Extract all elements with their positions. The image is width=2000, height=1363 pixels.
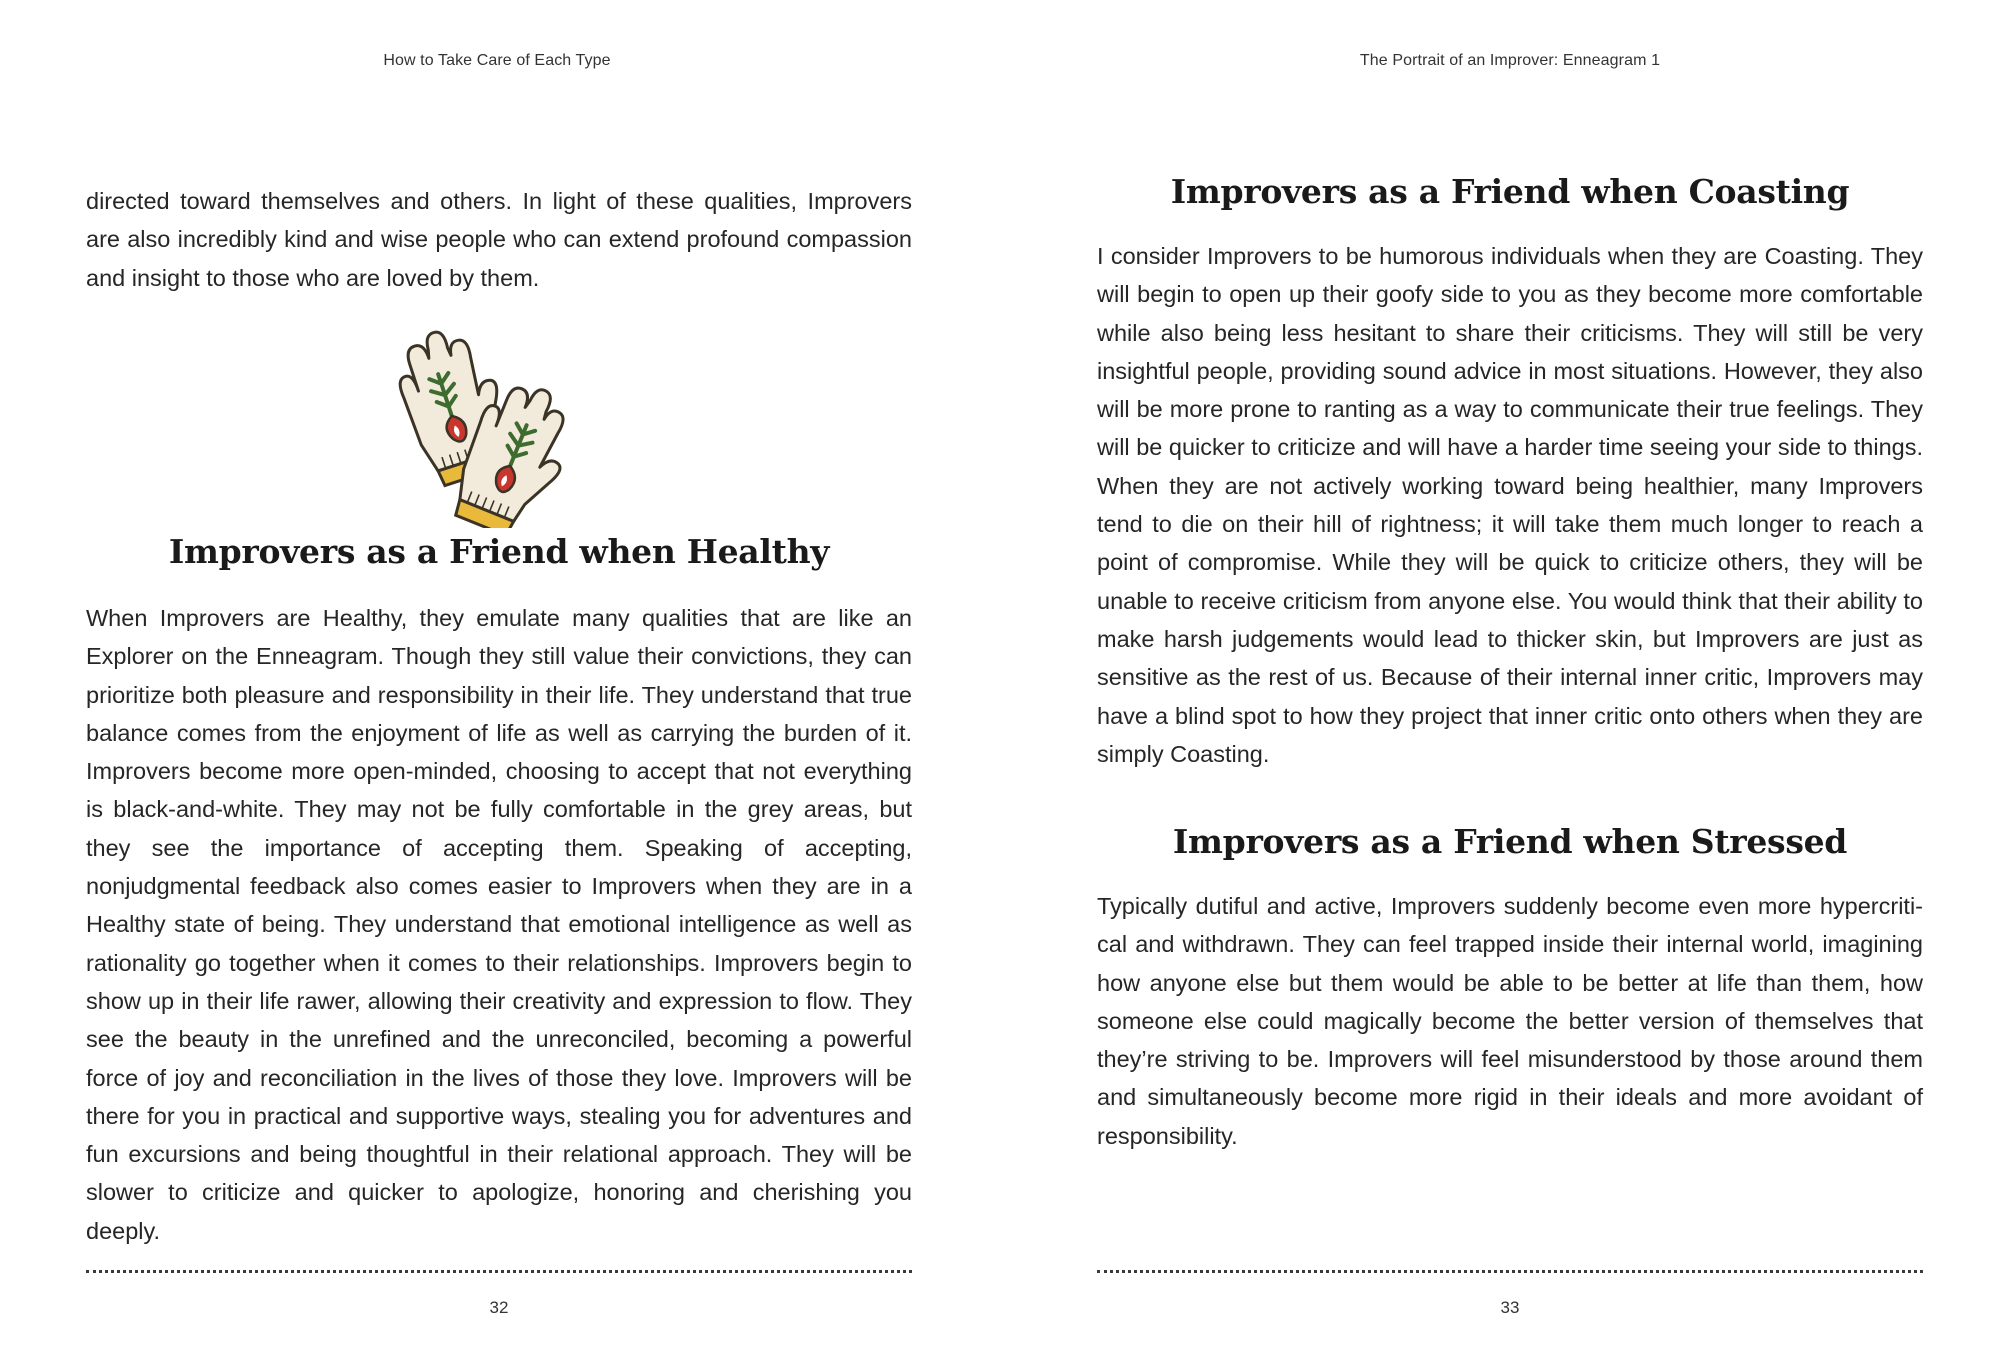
section-body-healthy: When Improvers are Healthy, they emulate many qualities that are like an Explorer on the Enneagram. Though they still value their convictions, they can prioritize both pleasure and responsibility in their life. They understand that true balance comes from the enjoyment of life as well as carrying the burden of it. Improvers become more open-minded, choosing to accept that not everything is black-and-white. They may not be fully comfortable in the grey areas, but they see the importance of accepting them. Speaking of accepting, nonjudgmental feedback also comes easier to Improvers when they are in a Healthy state of being. They understand that emotional intelligence as well as rationality go together when it comes to their relationships. Improvers begin to show up in their life rawer, allowing their creativity and expression to flow. They see the beauty in the unrefined and the unreconciled, becoming a powerful force of joy and reconciliation in the lives of those they love. Improvers will be there for you in practical and supportive ways, stealing you for adventures and fun excursions and being thoughtful in their relational approach. They will be slower to criticize and quicker to apologize, honoring and cherishing you deeply. xyxy=(86,605,912,1244)
footer-divider-left xyxy=(86,1270,912,1273)
section-body-stressed: Typically dutiful and active, Improvers suddenly become even more hypercritical and withdrawn. They can feel trapped inside their internal world, imagining how anyone else but them would be able to be better at life than them, how someone else could magically become the better version of themselves that they’re striving to be. Improvers will feel misunderstood by those around them and simultaneously become more rigid in their ideals and more avoidant of responsibility. xyxy=(1097,893,1923,1149)
gardening-gloves-icon xyxy=(382,318,592,528)
running-head-right: The Portrait of an Improver: Enneagram 1 xyxy=(1359,52,1661,69)
intro-paragraph: directed toward themselves and others. In light of these qualities, Improvers are also incredibly kind and wise people who can extend profound compassion and insight to those who are loved by them. xyxy=(86,188,912,291)
section-heading-healthy: Improvers as a Friend when Healthy xyxy=(168,532,830,571)
running-head-left: How to Take Care of Each Type xyxy=(383,52,611,69)
section-heading-coasting: Improvers as a Friend when Coasting xyxy=(1170,172,1850,211)
section-heading-stressed: Improvers as a Friend when Stressed xyxy=(1172,822,1848,861)
page-number-right: 33 xyxy=(1500,1298,1520,1317)
right-page xyxy=(1000,0,2000,1363)
footer-divider-right xyxy=(1097,1270,1923,1273)
page-number-left: 32 xyxy=(489,1298,509,1317)
section-body-coasting: I consider Improvers to be humorous individuals when they are Coasting. They will begin to open up their goofy side to you as they become more comfortable while also being less hesitant to share their criticisms. They will still be very insightful people, providing sound advice in most situations. However, they also will be more prone to ranting as a way to communicate their true feelings. They will be quicker to criticize and will have a harder time seeing your side to things. When they are not actively working toward being healthier, many Improvers tend to die on their hill of rightness; it will take them much longer to reach a point of compromise. While they will be quick to criticize others, they will be unable to receive criticism from anyone else. You would think that their ability to make harsh judgements would lead to thicker skin, but Improvers are just as sensitive as the rest of us. Because of their internal inner critic, Improvers may have a blind spot to how they project that inner critic onto others when they are simply Coasting. xyxy=(1097,243,1923,767)
